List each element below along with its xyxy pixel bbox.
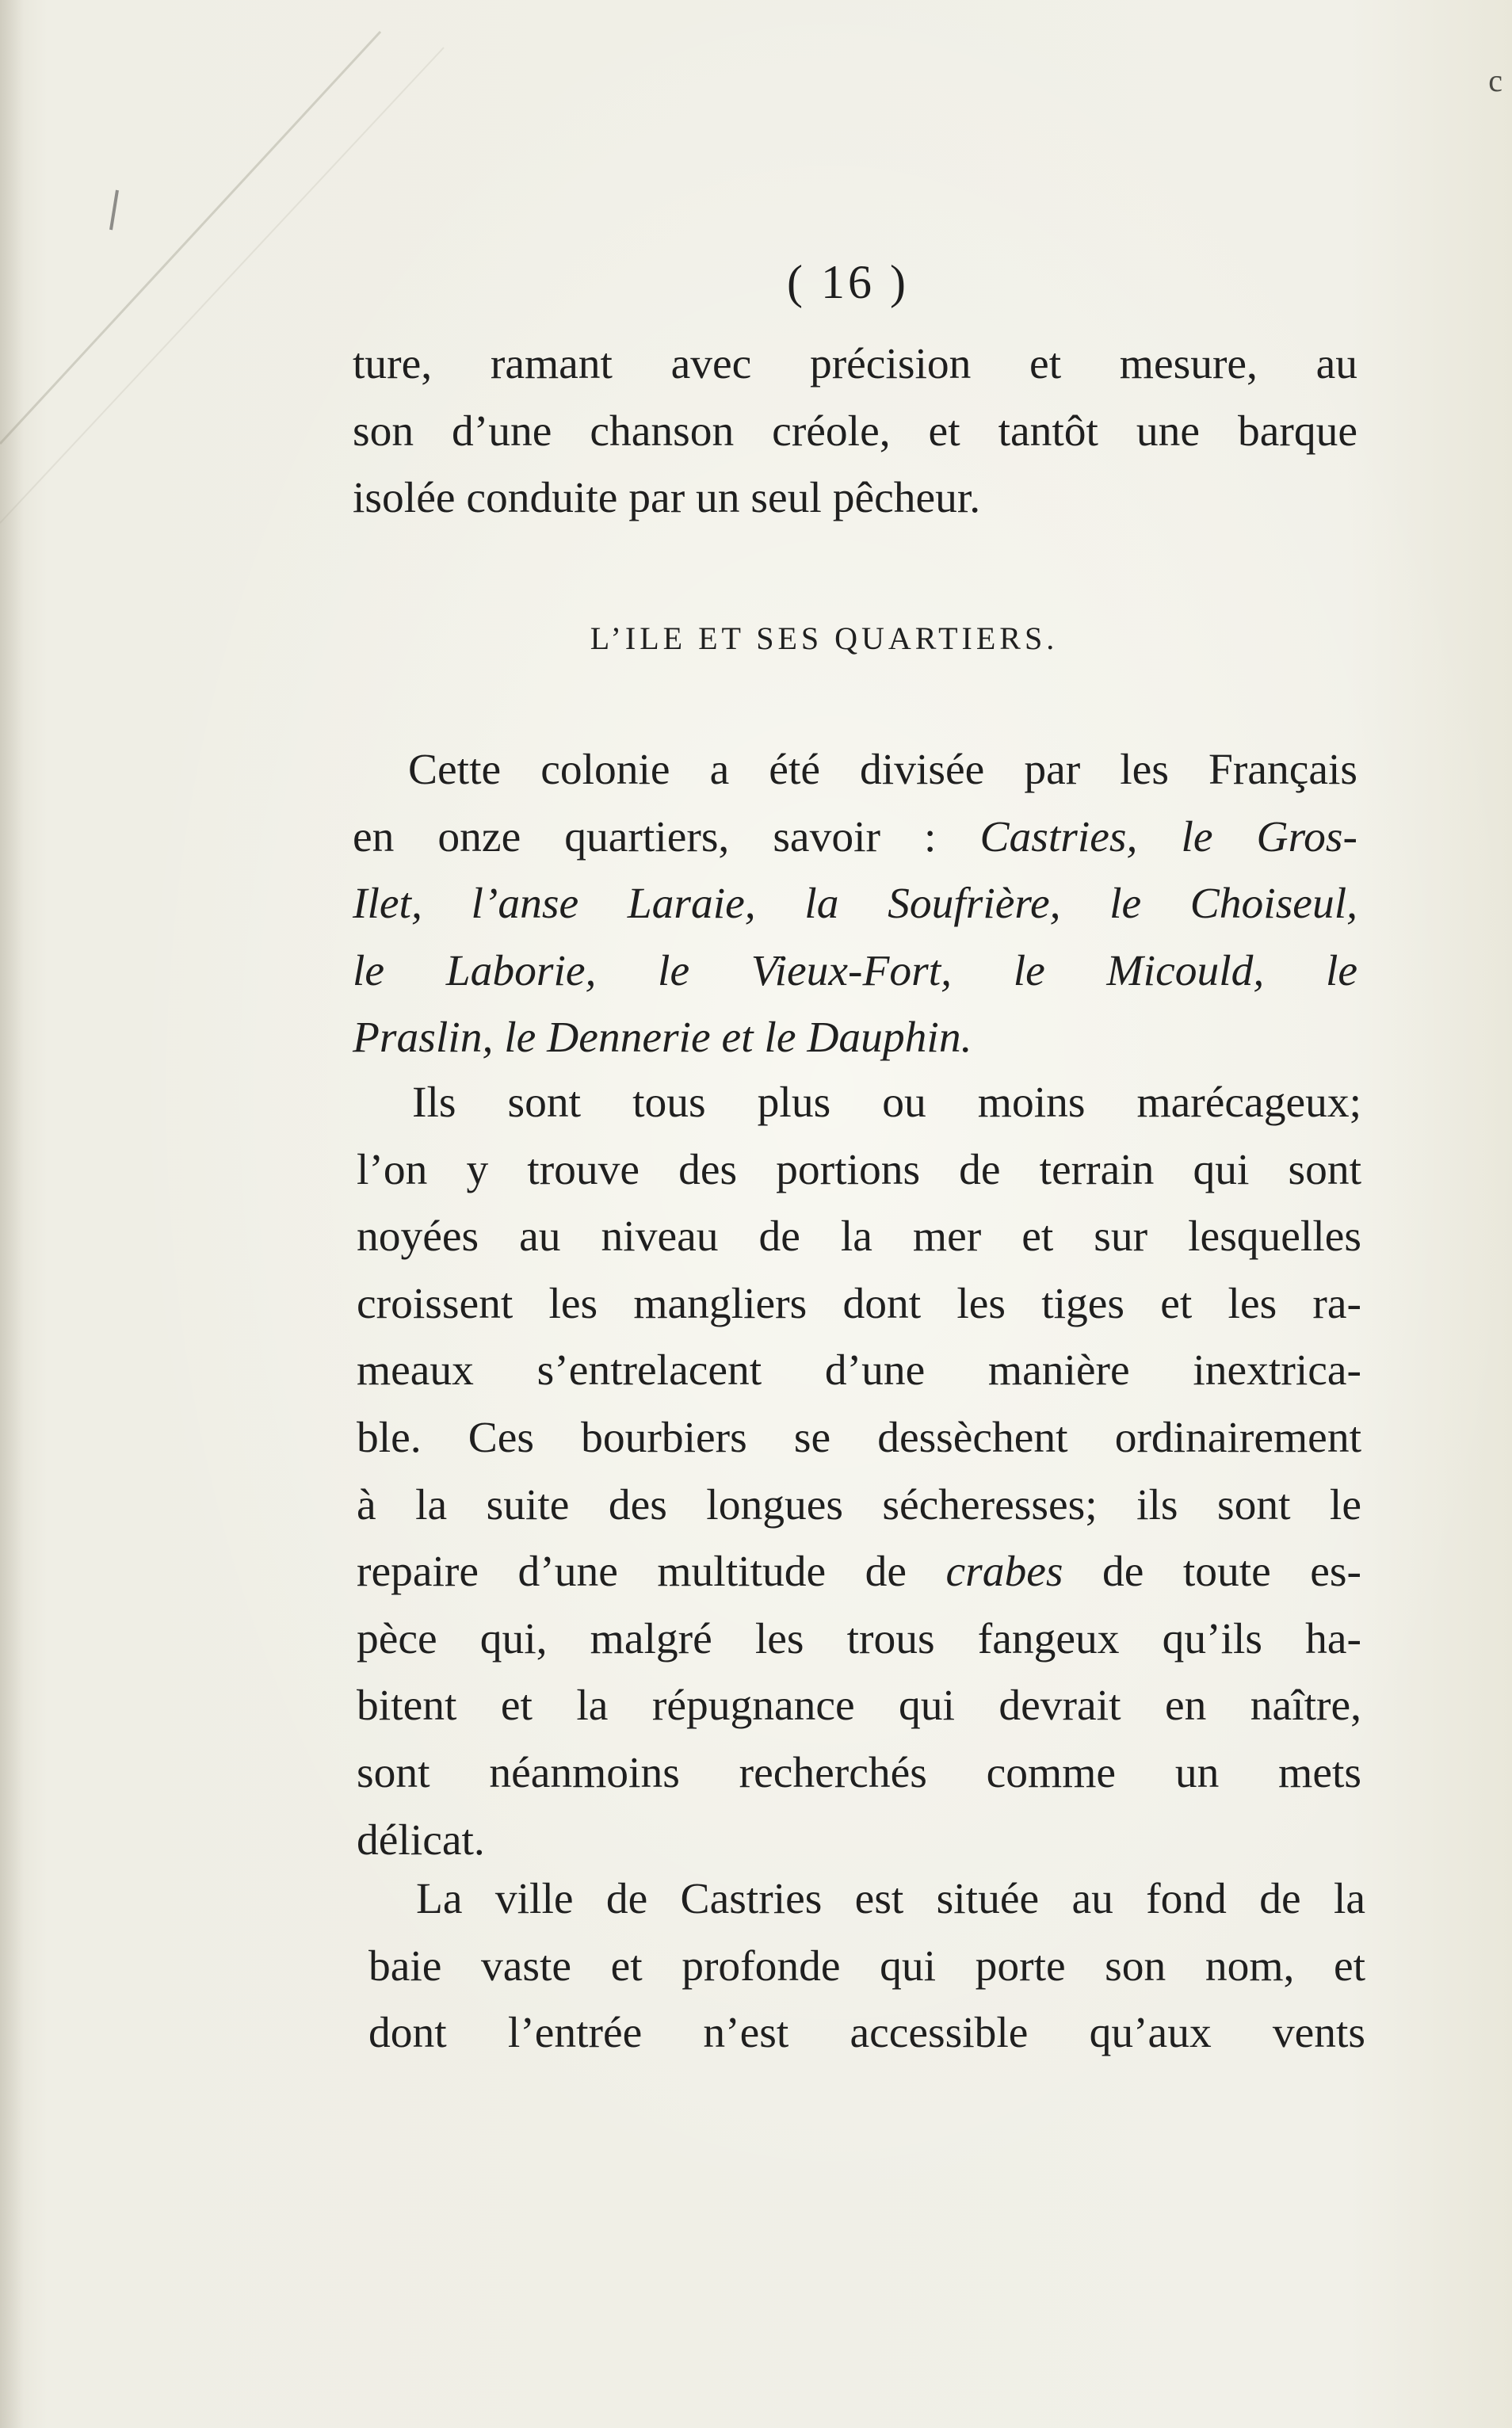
text-run: en onze quartiers, savoir : [353,812,980,861]
opening-paragraph [353,331,1357,533]
corner-ink-mark: c [1488,63,1502,98]
paper-mark-stroke [111,190,117,230]
text-line: meaux s’entrelacent d’une manière inextrica- [357,1346,1361,1395]
text-line: son d’une chanson créole, et tantôt une barque [353,407,1357,456]
text-line [353,737,1357,804]
page-gutter-shadow [0,0,24,2428]
fold-crease-line [0,32,380,444]
text-run: repaire d’une multitude de [357,1548,946,1597]
text-line: croissent les mangliers dont les tiges et les ra- [357,1279,1361,1328]
quarter-names: le Laborie, le Vieux-Fort, le Micould, le [353,946,1357,995]
text-line: noyées au niveau de la mer et sur lesquelles [357,1212,1361,1262]
marsh-paragraph [357,1070,1361,1874]
colony-paragraph [353,737,1357,1072]
text-line: ture, ramant avec précision et mesure, au [353,340,1357,388]
italic-term: crabes [945,1548,1063,1597]
text-line: Ils sont tous plus ou moins marécageux; [412,1078,1361,1127]
page-number: ( 16 ) [787,256,909,308]
quarter-names: Praslin, le Dennerie et le Dauphin. [353,1014,972,1062]
text-line: l’on y trouve des portions de terrain qui sont [357,1145,1361,1194]
castries-paragraph [368,1866,1365,2067]
text-line: pèce qui, malgré les trous fangeux qu’ils ha- [357,1614,1361,1663]
section-heading: L’ILE ET SES QUARTIERS. [590,620,1059,656]
quarter-names: Castries, le Gros- [979,812,1357,861]
text-line [353,804,1357,872]
text-line: délicat. [357,1815,485,1865]
text-run: Cette colonie a été divisée par les Français [408,746,1357,794]
text-line [357,1539,1361,1606]
text-line: à la suite des longues sécheresses; ils sont le [357,1480,1361,1529]
text-line: La ville de Castries est située au fond de la [416,1875,1365,1923]
text-line: bitent et la répugnance qui devrait en naître, [357,1682,1361,1731]
text-line: sont néanmoins recherchés comme un mets [357,1748,1361,1797]
text-line: isolée conduite par un seul pêcheur. [353,474,981,522]
text-line: dont l’entrée n’est accessible qu’aux vents [368,2009,1365,2057]
quarter-names: Ilet, l’anse Laraie, la Soufrière, le Choiseul, [353,880,1357,928]
text-run: de toute es- [1063,1548,1361,1597]
text-line: ble. Ces bourbiers se dessèchent ordinairement [357,1413,1361,1462]
text-line: baie vaste et profonde qui porte son nom, et [368,1941,1365,1991]
